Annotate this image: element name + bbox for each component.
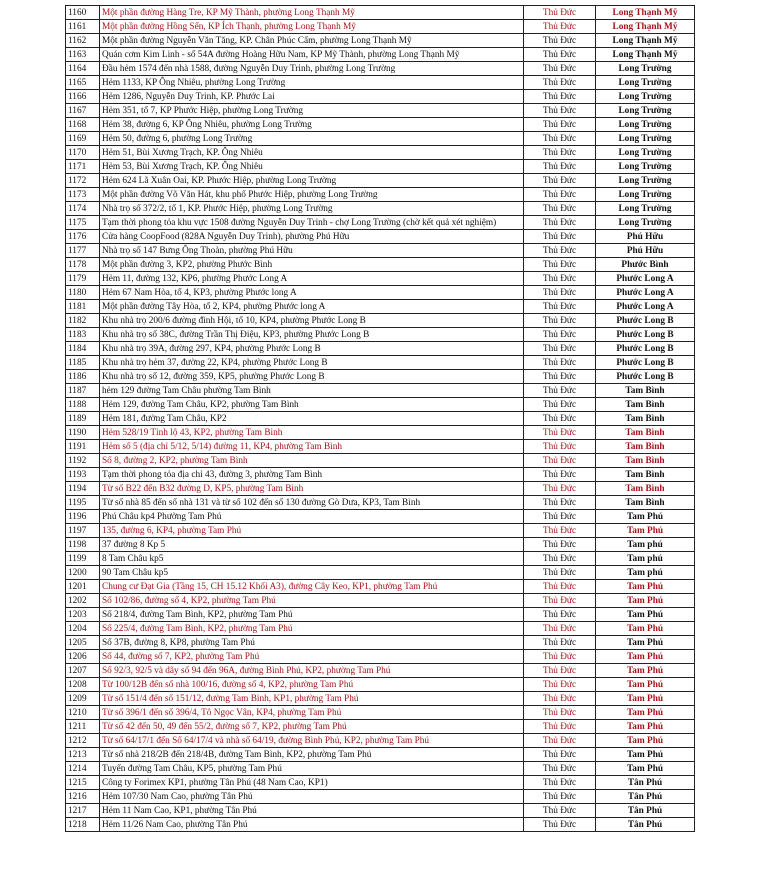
row-number-cell: 1205 [66,636,100,650]
lockdown-locations-table [65,5,695,832]
district-cell: Thủ Đức [524,286,596,300]
district-cell: Thủ Đức [524,776,596,790]
ward-cell: Long Thạnh Mỹ [596,6,695,20]
ward-cell: Tam Bình [596,440,695,454]
location-cell: Hẻm 181, đường Tam Châu, KP2 [100,412,524,426]
table-row [66,62,695,76]
row-number-cell: 1203 [66,608,100,622]
ward-cell: Tam Phú [596,720,695,734]
row-number-cell: 1162 [66,34,100,48]
district-cell: Thủ Đức [524,328,596,342]
ward-cell: Tam Bình [596,454,695,468]
row-number-cell: 1170 [66,146,100,160]
district-cell: Thủ Đức [524,104,596,118]
location-cell: Từ số nhà 85 đến số nhà 131 và từ số 102 đến số 130 đường Gò Dưa, KP3, Tam Bình [100,496,524,510]
district-cell: Thủ Đức [524,160,596,174]
table-row [66,664,695,678]
location-cell: Khu nhà trọ số 38C, đường Trần Thị Điệu, KP3, phường Phước Long B [100,328,524,342]
ward-cell: Phước Long B [596,370,695,384]
location-cell: Số 92/3, 92/5 và dãy số 94 đến 96A, đường Bình Phú, KP2, phường Tam Phú [100,664,524,678]
district-cell: Thủ Đức [524,552,596,566]
table-row [66,342,695,356]
row-number-cell: 1171 [66,160,100,174]
district-cell: Thủ Đức [524,454,596,468]
table-row [66,356,695,370]
table-row [66,258,695,272]
ward-cell: Tam Bình [596,482,695,496]
row-number-cell: 1172 [66,174,100,188]
location-cell: Khu nhà trọ số 12, đường 359, KP5, phường Phước Long B [100,370,524,384]
location-cell: Một phần đường Hồng Sến, KP Ích Thạnh, phường Long Thạnh Mỹ [100,20,524,34]
row-number-cell: 1179 [66,272,100,286]
table-row [66,272,695,286]
ward-cell: Phước Long B [596,314,695,328]
district-cell: Thủ Đức [524,734,596,748]
row-number-cell: 1207 [66,664,100,678]
location-cell: Một phần đường Tây Hòa, tổ 2, KP4, phường Phước long A [100,300,524,314]
location-cell: Từ số 64/17/1 đến Số 64/17/4 và nhà số 64/19, đường Bình Phú, KP2, phường Tam Phú [100,734,524,748]
ward-cell: Long Trường [596,62,695,76]
district-cell: Thủ Đức [524,90,596,104]
district-cell: Thủ Đức [524,398,596,412]
ward-cell: Long Thạnh Mỹ [596,20,695,34]
district-cell: Thủ Đức [524,720,596,734]
row-number-cell: 1189 [66,412,100,426]
row-number-cell: 1213 [66,748,100,762]
table-row [66,622,695,636]
table-row [66,300,695,314]
district-cell: Thủ Đức [524,384,596,398]
row-number-cell: 1175 [66,216,100,230]
ward-cell: Tam Phú [596,594,695,608]
ward-cell: Tam Bình [596,412,695,426]
district-cell: Thủ Đức [524,132,596,146]
table-row [66,454,695,468]
district-cell: Thủ Đức [524,706,596,720]
table-row [66,776,695,790]
district-cell: Thủ Đức [524,762,596,776]
location-cell: Từ số 396/1 đến số 396/4, Tô Ngọc Vân, KP4, phường Tam Phú [100,706,524,720]
district-cell: Thủ Đức [524,146,596,160]
row-number-cell: 1210 [66,706,100,720]
table-row [66,412,695,426]
row-number-cell: 1165 [66,76,100,90]
table-row [66,762,695,776]
district-cell: Thủ Đức [524,174,596,188]
district-cell: Thủ Đức [524,300,596,314]
district-cell: Thủ Đức [524,496,596,510]
table-row [66,48,695,62]
ward-cell: Phước Long A [596,272,695,286]
ward-cell: Tam Phú [596,650,695,664]
location-cell: Công ty Forimex KP1, phường Tân Phú (48 Nam Cao, KP1) [100,776,524,790]
ward-cell: Long Thạnh Mỹ [596,34,695,48]
ward-cell: Tam Phú [596,622,695,636]
table-row [66,650,695,664]
table-row [66,720,695,734]
table-row [66,804,695,818]
location-cell: Hẻm 67 Nam Hòa, tổ 4, KP3, phường Phước long A [100,286,524,300]
district-cell: Thủ Đức [524,482,596,496]
row-number-cell: 1169 [66,132,100,146]
row-number-cell: 1201 [66,580,100,594]
ward-cell: Long Trường [596,104,695,118]
ward-cell: Long Thạnh Mỹ [596,48,695,62]
location-cell: Hẻm số 5 (địa chỉ 5/12, 5/14) đường 11, KP4, phường Tam Bình [100,440,524,454]
location-cell: Số 102/86, đường số 4, KP2, phường Tam Phú [100,594,524,608]
row-number-cell: 1197 [66,524,100,538]
district-cell: Thủ Đức [524,608,596,622]
row-number-cell: 1199 [66,552,100,566]
location-cell: Hẻm 528/19 Tỉnh lộ 43, KP2, phường Tam Bình [100,426,524,440]
table-row [66,552,695,566]
district-cell: Thủ Đức [524,6,596,20]
row-number-cell: 1191 [66,440,100,454]
location-cell: Cửa hàng CoopFood (828A Nguyễn Duy Trinh), phường Phú Hữu [100,230,524,244]
row-number-cell: 1193 [66,468,100,482]
ward-cell: Tam Phú [596,510,695,524]
ward-cell: Phước Long B [596,356,695,370]
table-row [66,524,695,538]
row-number-cell: 1167 [66,104,100,118]
table-row [66,132,695,146]
row-number-cell: 1180 [66,286,100,300]
row-number-cell: 1178 [66,258,100,272]
district-cell: Thủ Đức [524,314,596,328]
ward-cell: Phú Hữu [596,230,695,244]
table-row [66,580,695,594]
location-cell: Tạm thời phong tỏa địa chỉ 43, đường 3, phường Tam Bình [100,468,524,482]
row-number-cell: 1217 [66,804,100,818]
table-row [66,34,695,48]
ward-cell: Long Trường [596,160,695,174]
district-cell: Thủ Đức [524,258,596,272]
row-number-cell: 1190 [66,426,100,440]
location-cell: hẻm 129 đường Tam Châu phường Tam Bình [100,384,524,398]
table-row [66,678,695,692]
table-row [66,706,695,720]
ward-cell: Long Trường [596,188,695,202]
ward-cell: Tam Bình [596,468,695,482]
ward-cell: Long Trường [596,174,695,188]
ward-cell: Phước Long B [596,328,695,342]
row-number-cell: 1192 [66,454,100,468]
location-cell: Từ số B22 đến B32 đường D, KP5, phường Tam Bình [100,482,524,496]
table-row [66,160,695,174]
district-cell: Thủ Đức [524,636,596,650]
table-row [66,6,695,20]
district-cell: Thủ Đức [524,748,596,762]
district-cell: Thủ Đức [524,804,596,818]
table-row [66,188,695,202]
district-cell: Thủ Đức [524,580,596,594]
row-number-cell: 1214 [66,762,100,776]
row-number-cell: 1215 [66,776,100,790]
location-cell: Nhà trọ số 372/2, tổ 1, KP. Phước Hiệp, phường Long Trường [100,202,524,216]
table-row [66,566,695,580]
row-number-cell: 1174 [66,202,100,216]
table-row [66,244,695,258]
row-number-cell: 1206 [66,650,100,664]
location-cell: Nhà trọ số 147 Bưng Ông Thoàn, phường Phú Hữu [100,244,524,258]
location-cell: 8 Tam Châu kp5 [100,552,524,566]
location-cell: Số 44, đường số 7, KP2, phường Tam Phú [100,650,524,664]
ward-cell: Tam phú [596,566,695,580]
ward-cell: Tân Phú [596,804,695,818]
location-cell: Từ số nhà 218/2B đến 218/4B, đường Tam Bình, KP2, phường Tam Phú [100,748,524,762]
ward-cell: Long Trường [596,146,695,160]
district-cell: Thủ Đức [524,370,596,384]
table-row [66,538,695,552]
district-cell: Thủ Đức [524,524,596,538]
district-cell: Thủ Đức [524,692,596,706]
ward-cell: Tam Phú [596,664,695,678]
ward-cell: Tam Bình [596,384,695,398]
row-number-cell: 1200 [66,566,100,580]
table-row [66,90,695,104]
location-cell: Tuyến đường Tam Châu, KP5, phường Tam Phú [100,762,524,776]
ward-cell: Tam Phú [596,608,695,622]
table-row [66,216,695,230]
table-row [66,314,695,328]
ward-cell: Tam Phú [596,748,695,762]
row-number-cell: 1187 [66,384,100,398]
location-cell: Một phần đường 3, KP2, phường Phước Bình [100,258,524,272]
ward-cell: Tân Phú [596,790,695,804]
location-cell: Một phần đường Hàng Tre, KP Mỹ Thành, phường Long Thạnh Mỹ [100,6,524,20]
ward-cell: Tam Bình [596,426,695,440]
ward-cell: Tam Phú [596,762,695,776]
row-number-cell: 1184 [66,342,100,356]
district-cell: Thủ Đức [524,426,596,440]
location-cell: Số 37B, đường 8, KP8, phường Tam Phú [100,636,524,650]
row-number-cell: 1194 [66,482,100,496]
location-cell: Khu nhà trọ hẻm 37, đường 22, KP4, phường Phước Long B [100,356,524,370]
district-cell: Thủ Đức [524,538,596,552]
row-number-cell: 1212 [66,734,100,748]
table-row [66,468,695,482]
row-number-cell: 1176 [66,230,100,244]
table-row [66,510,695,524]
location-cell: Phú Châu kp4 Phường Tam Phú [100,510,524,524]
row-number-cell: 1216 [66,790,100,804]
district-cell: Thủ Đức [524,510,596,524]
ward-cell: Long Trường [596,132,695,146]
row-number-cell: 1195 [66,496,100,510]
district-cell: Thủ Đức [524,216,596,230]
row-number-cell: 1183 [66,328,100,342]
district-cell: Thủ Đức [524,244,596,258]
row-number-cell: 1198 [66,538,100,552]
row-number-cell: 1211 [66,720,100,734]
district-cell: Thủ Đức [524,622,596,636]
table-row [66,328,695,342]
location-cell: 37 đường 8 Kp 5 [100,538,524,552]
location-cell: Hẻm 129, đường Tam Châu, KP2, phường Tam Bình [100,398,524,412]
district-cell: Thủ Đức [524,272,596,286]
table-row [66,608,695,622]
district-cell: Thủ Đức [524,566,596,580]
table-row [66,790,695,804]
row-number-cell: 1209 [66,692,100,706]
location-cell: Hẻm 107/30 Nam Cao, phường Tân Phú [100,790,524,804]
district-cell: Thủ Đức [524,34,596,48]
district-cell: Thủ Đức [524,818,596,832]
table-row [66,734,695,748]
table-body [66,6,695,832]
ward-cell: Phước Long A [596,286,695,300]
district-cell: Thủ Đức [524,678,596,692]
district-cell: Thủ Đức [524,356,596,370]
ward-cell: Phước Long B [596,342,695,356]
row-number-cell: 1164 [66,62,100,76]
ward-cell: Tam Phú [596,692,695,706]
table-row [66,202,695,216]
row-number-cell: 1218 [66,818,100,832]
ward-cell: Tam Phú [596,706,695,720]
table-row [66,818,695,832]
district-cell: Thủ Đức [524,62,596,76]
ward-cell: Long Trường [596,216,695,230]
ward-cell: Tam Bình [596,496,695,510]
district-cell: Thủ Đức [524,188,596,202]
ward-cell: Long Trường [596,118,695,132]
row-number-cell: 1163 [66,48,100,62]
location-cell: Hẻm 50, đường 6, phường Long Trường [100,132,524,146]
location-cell: Hẻm 351, tổ 7, KP Phước Hiệp, phường Long Trường [100,104,524,118]
location-cell: Hẻm 11 Nam Cao, KP1, phường Tân Phú [100,804,524,818]
district-cell: Thủ Đức [524,48,596,62]
row-number-cell: 1166 [66,90,100,104]
location-cell: Tạm thời phong tỏa khu vực 1508 đường Nguyễn Duy Trinh - chợ Long Trường (chờ kết quả xét nghiệm) [100,216,524,230]
location-cell: Khu nhà trọ 200/6 đường đình Hội, tổ 10, KP4, phường Phước Long B [100,314,524,328]
table-row [66,20,695,34]
district-cell: Thủ Đức [524,440,596,454]
row-number-cell: 1168 [66,118,100,132]
table-row [66,76,695,90]
location-cell: Khu nhà trọ 39A, đường 297, KP4, phường Phước Long B [100,342,524,356]
table-row [66,426,695,440]
location-cell: Một phần đường Võ Văn Hát, khu phố Phước Hiệp, phường Long Trường [100,188,524,202]
location-cell: Từ số 42 đến 50, 49 đến 55/2, đường số 7, KP2, phường Tam Phú [100,720,524,734]
location-cell: Hẻm 1133, KP Ông Nhiêu, phường Long Trường [100,76,524,90]
location-cell: Số 218/4, đường Tam Bình, KP2, phường Tam Phú [100,608,524,622]
location-cell: Một phần đường Nguyễn Văn Tăng, KP. Chân Phúc Cẩm, phường Long Thạnh Mỹ [100,34,524,48]
location-cell: Đầu hẻm 1574 đến nhà 1588, đường Nguyễn Duy Trinh, phường Long Trường [100,62,524,76]
location-cell: Số 8, đường 2, KP2, phường Tam Bình [100,454,524,468]
ward-cell: Long Trường [596,90,695,104]
district-cell: Thủ Đức [524,76,596,90]
ward-cell: Tân Phú [596,776,695,790]
ward-cell: Tân Phú [596,818,695,832]
ward-cell: Phước Bình [596,258,695,272]
ward-cell: Phú Hữu [596,244,695,258]
row-number-cell: 1161 [66,20,100,34]
table-row [66,286,695,300]
district-cell: Thủ Đức [524,202,596,216]
row-number-cell: 1202 [66,594,100,608]
location-cell: 135, đường 6, KP4, phường Tam Phú [100,524,524,538]
location-cell: Hẻm 1286, Nguyễn Duy Trinh, KP. Phước Lai [100,90,524,104]
table-row [66,398,695,412]
district-cell: Thủ Đức [524,650,596,664]
location-cell: Hẻm 51, Bùi Xương Trạch, KP. Ông Nhiêu [100,146,524,160]
table-row [66,104,695,118]
district-cell: Thủ Đức [524,342,596,356]
district-cell: Thủ Đức [524,118,596,132]
row-number-cell: 1160 [66,6,100,20]
ward-cell: Tam Phú [596,580,695,594]
location-cell: Từ số 151/4 đến số 151/12, đường Tam Bình, KP1, phường Tam Phú [100,692,524,706]
table-row [66,482,695,496]
row-number-cell: 1208 [66,678,100,692]
ward-cell: Tam Bình [596,398,695,412]
table-row [66,636,695,650]
row-number-cell: 1186 [66,370,100,384]
ward-cell: Tam Phú [596,678,695,692]
ward-cell: Tam phú [596,538,695,552]
location-cell: Số 225/4, đường Tam Bình, KP2, phường Tam Phú [100,622,524,636]
district-cell: Thủ Đức [524,790,596,804]
table-row [66,692,695,706]
location-cell: Hẻm 11/26 Nam Cao, phường Tân Phú [100,818,524,832]
ward-cell: Tam Phú [596,636,695,650]
district-cell: Thủ Đức [524,20,596,34]
ward-cell: Tam Phú [596,524,695,538]
row-number-cell: 1188 [66,398,100,412]
district-cell: Thủ Đức [524,664,596,678]
location-cell: Hẻm 38, đường 6, KP Ông Nhiêu, phường Long Trường [100,118,524,132]
ward-cell: Tam phú [596,552,695,566]
table-row [66,594,695,608]
location-cell: Quán cơm Kim Linh - số 54A đường Hoàng Hữu Nam, KP Mỹ Thành, phường Long Thạnh Mỹ [100,48,524,62]
table-row [66,748,695,762]
row-number-cell: 1196 [66,510,100,524]
location-cell: 90 Tam Châu kp5 [100,566,524,580]
location-cell: Hẻm 624 Lã Xuân Oai, KP. Phước Hiệp, phường Long Trường [100,174,524,188]
table-row [66,370,695,384]
row-number-cell: 1177 [66,244,100,258]
row-number-cell: 1182 [66,314,100,328]
row-number-cell: 1204 [66,622,100,636]
ward-cell: Long Trường [596,76,695,90]
district-cell: Thủ Đức [524,468,596,482]
table-row [66,384,695,398]
location-cell: Chung cư Đạt Gia (Tầng 15, CH 15.12 Khối A3), đường Cây Keo, KP1, phường Tam Phú [100,580,524,594]
table-row [66,146,695,160]
row-number-cell: 1173 [66,188,100,202]
row-number-cell: 1181 [66,300,100,314]
district-cell: Thủ Đức [524,412,596,426]
row-number-cell: 1185 [66,356,100,370]
ward-cell: Phước Long A [596,300,695,314]
location-cell: Hẻm 53, Bùi Xương Trạch, KP. Ông Nhiêu [100,160,524,174]
ward-cell: Tam Phú [596,734,695,748]
table-row [66,230,695,244]
location-cell: Hẻm 11, đường 132, KP6, phường Phước Long A [100,272,524,286]
table-row [66,496,695,510]
district-cell: Thủ Đức [524,230,596,244]
district-cell: Thủ Đức [524,594,596,608]
location-cell: Từ 100/12B đến số nhà 100/16, đường số 4, KP2, phường Tam Phú [100,678,524,692]
table-row [66,118,695,132]
ward-cell: Long Trường [596,202,695,216]
table-row [66,174,695,188]
table-row [66,440,695,454]
